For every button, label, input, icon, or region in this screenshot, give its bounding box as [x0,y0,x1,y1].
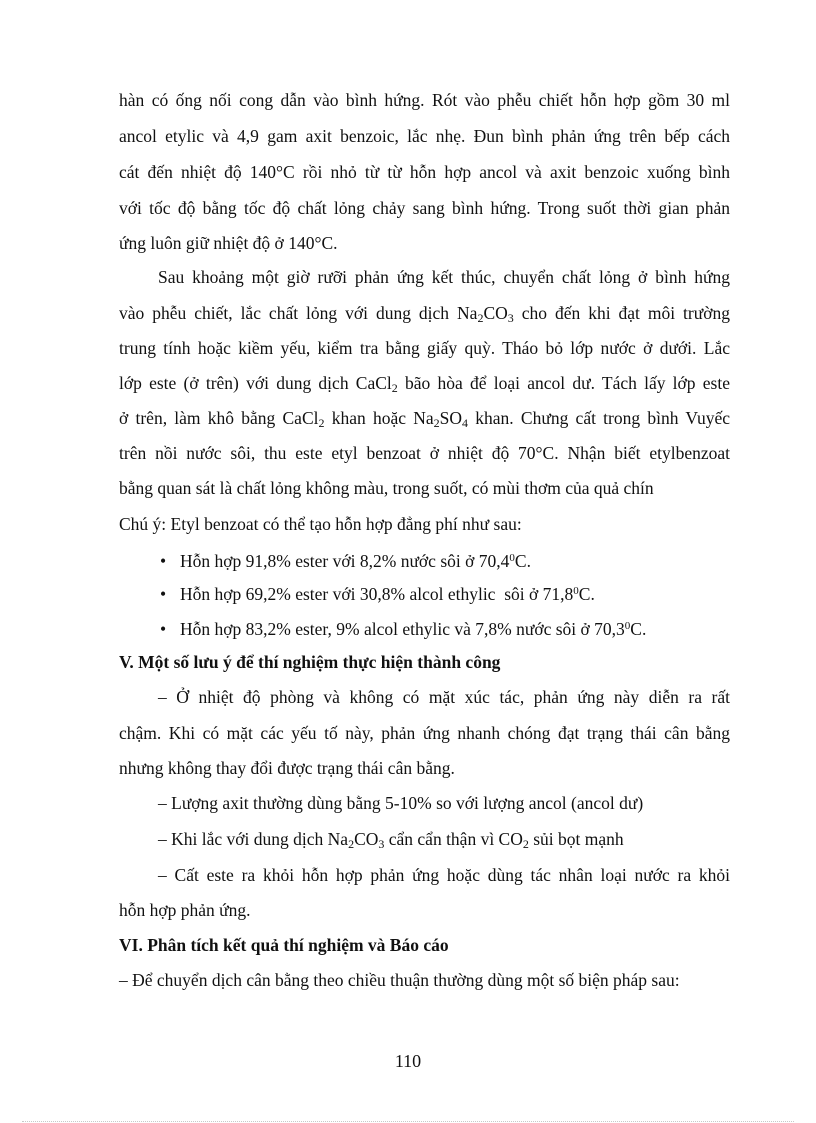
page-number: 110 [394,1051,422,1071]
subscript: 2 [348,837,355,851]
subscript: 4 [462,416,469,430]
subscript: 3 [378,837,385,851]
text-fragment: cẩn cẩn thận vì CO [384,829,523,849]
body-text-line: – Để chuyển dịch cân bằng theo chiều thuận thường dùng một số biện pháp sau: [119,970,680,990]
subscript: 2 [433,416,440,430]
body-text-line: trung tính hoặc kiềm yếu, kiểm tra bằng giấy quỳ. Tháo bỏ lớp nước ở dưới. Lắc [119,338,730,358]
body-text-line [158,827,730,851]
text-fragment: C. [514,551,531,571]
body-text-line: – Lượng axit thường dùng bằng 5-10% so với lượng ancol (ancol dư) [158,793,644,813]
note-intro: Chú ý: Etyl benzoat có thể tạo hỗn hợp đẳng phí như sau: [119,514,522,534]
body-text-line: – Cất este ra khỏi hỗn hợp phản ứng hoặc dùng tác nhân loại nước ra khỏi [158,865,730,885]
body-text-line: với tốc độ bằng tốc độ chất lỏng chảy sang bình hứng. Trong suốt thời gian phản [119,198,730,218]
bullet-item [160,582,730,606]
body-text-line: ancol etylic và 4,9 gam axit benzoic, lắc nhẹ. Đun bình phản ứng trên bếp cách [119,126,730,146]
text-fragment: Hỗn hợp 91,8% ester với 8,2% nước sôi ở 70,4 [180,551,510,571]
text-fragment: ở trên, làm khô bằng CaCl [119,408,319,428]
body-text-line: hỗn hợp phản ứng. [119,900,251,920]
bullet-icon: • [160,551,167,571]
text-fragment: sủi bọt mạnh [528,829,624,849]
body-text-line: Sau khoảng một giờ rưỡi phản ứng kết thúc, chuyển chất lỏng ở bình hứng [158,267,730,287]
body-text-line: ứng luôn giữ nhiệt độ ở 140°C. [119,233,338,253]
bullet-icon: • [160,584,167,604]
text-fragment: C. [630,619,647,639]
body-text-line: – Ở nhiệt độ phòng và không có mặt xúc tác, phản ứng này diễn ra rất [158,687,730,707]
body-text-line: hàn có ống nối cong dẫn vào bình hứng. Rót vào phễu chiết hỗn hợp gồm 30 ml [119,90,730,110]
text-fragment: Hỗn hợp 83,2% ester, 9% alcol ethylic và 7,8% nước sôi ở 70,3 [180,619,625,639]
body-text-line [119,301,730,325]
section-heading: VI. Phân tích kết quả thí nghiệm và Báo cáo [119,935,449,955]
text-fragment: CO [483,303,508,323]
text-fragment: khan hoặc Na [324,408,434,428]
text-fragment: – Khi lắc với dung dịch Na [158,829,349,849]
body-text-line: trên nồi nước sôi, thu este etyl benzoat ở nhiệt độ 70°C. Nhận biết etylbenzoat [119,443,730,463]
bullet-item [160,549,730,573]
subscript: 2 [318,416,325,430]
body-text-line: bằng quan sát là chất lỏng không màu, trong suốt, có mùi thơm của quả chín [119,478,654,498]
text-fragment: vào phễu chiết, lắc chất lỏng với dung dịch Na [119,303,478,323]
text-fragment: lớp este (ở trên) với dung dịch CaCl [119,373,392,393]
subscript: 3 [507,311,514,325]
text-fragment: bão hòa để loại ancol dư. Tách lấy lớp este [397,373,730,393]
body-text-line: chậm. Khi có mặt các yếu tố này, phản ứng nhanh chóng đạt trạng thái cân bằng [119,723,730,743]
section-heading: V. Một số lưu ý để thí nghiệm thực hiện thành công [119,652,501,672]
text-fragment: khan. Chưng cất trong bình Vuyếc [468,408,730,428]
subscript: 2 [522,837,529,851]
page-border [22,1121,794,1122]
superscript: 0 [573,585,579,597]
body-text-line [119,371,730,395]
bullet-item [160,617,730,641]
superscript: 0 [624,620,631,632]
bullet-icon: • [160,619,167,639]
text-fragment: Hỗn hợp 69,2% ester với 30,8% alcol ethylic sôi ở 71,8 [180,584,574,604]
text-fragment: cho đến khi đạt môi trường [513,303,730,323]
text-fragment: SO [439,408,463,428]
subscript: 2 [477,311,484,325]
text-fragment: C. [578,584,595,604]
text-fragment: CO [354,829,379,849]
body-text-line: nhưng không thay đổi được trạng thái cân bằng. [119,758,455,778]
body-text-line: cát đến nhiệt độ 140°C rồi nhỏ từ từ hỗn hợp ancol và axit benzoic xuống bình [119,162,730,182]
subscript: 2 [391,381,398,395]
superscript: 0 [509,552,515,564]
body-text-line [119,406,730,430]
